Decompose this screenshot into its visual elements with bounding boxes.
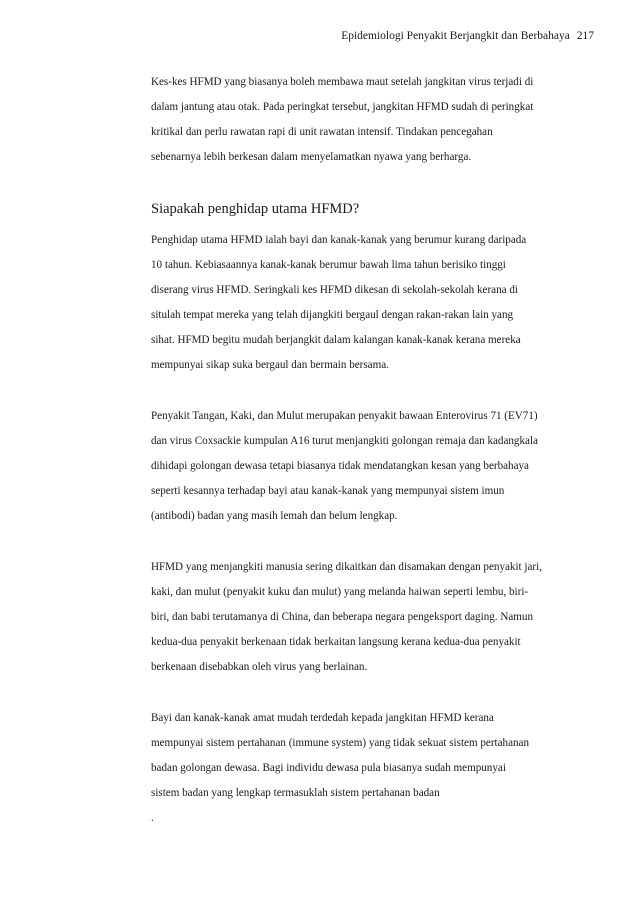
body-paragraph-3 [151, 555, 571, 680]
text-line: Bayi dan kanak-kanak amat mudah terdedah kepada jangkitan HFMD kerana [151, 712, 494, 724]
page-number: 217 [576, 30, 594, 42]
body-paragraph-2 [151, 404, 571, 529]
text-line: sihat. HFMD begitu mudah berjangkit dalam kalangan kanak-kanak kerana mereka [151, 334, 521, 346]
text-line: kritikal dan perlu rawatan rapi di unit rawatan intensif. Tindakan pencegahan [151, 126, 493, 138]
paragraph-spacer [151, 680, 571, 706]
text-line: (antibodi) badan yang masih lemah dan belum lengkap. [151, 510, 398, 522]
text-line: sistem badan yang lengkap termasuklah sistem pertahanan badan [151, 787, 440, 799]
section-heading: Siapakah penghidap utama HFMD? [151, 201, 360, 217]
text-line: 10 tahun. Kebiasaannya kanak-kanak berumur bawah lima tahun berisiko tinggi [151, 259, 506, 271]
text-line: HFMD yang menjangkiti manusia sering dikaitkan dan disamakan dengan penyakit jari, [151, 561, 542, 573]
body-paragraph-4 [151, 706, 571, 831]
text-line: badan golongan dewasa. Bagi individu dewasa pula biasanya sudah mempunyai [151, 762, 506, 774]
paragraph-spacer [151, 170, 571, 196]
text-line: sebenarnya lebih berkesan dalam menyelamatkan nyawa yang berharga. [151, 151, 472, 163]
text-line: diserang virus HFMD. Seringkali kes HFMD dikesan di sekolah-sekolah kerana di [151, 284, 518, 296]
text-line: seperti kesannya terhadap bayi atau kanak-kanak yang mempunyai sistem imun [151, 485, 505, 497]
running-title: Epidemiologi Penyakit Berjangkit dan Berbahaya [341, 30, 570, 42]
text-line: Penghidap utama HFMD ialah bayi dan kanak-kanak yang berumur kurang daripada [151, 234, 527, 246]
text-line: dihidapi golongan dewasa tetapi biasanya tidak mendatangkan kesan yang berbahaya [151, 460, 529, 472]
text-line: mempunyai sikap suka bergaul dan bermain bersama. [151, 359, 389, 371]
text-line: berkenaan disebabkan oleh virus yang berlainan. [151, 661, 368, 673]
intro-paragraph [151, 70, 571, 170]
body-paragraph-1 [151, 228, 571, 378]
text-line: kedua-dua penyakit berkenaan tidak berkaitan langsung kerana kedua-dua penyakit [151, 636, 521, 648]
text-line: dalam jantung atau otak. Pada peringkat tersebut, jangkitan HFMD sudah di peringkat [151, 101, 534, 113]
text-line: . [151, 812, 154, 824]
text-line: situlah tempat mereka yang telah dijangkiti bergaul dengan rakan-rakan lain yang [151, 309, 514, 321]
page-body [151, 70, 571, 831]
text-line: mempunyai sistem pertahanan (immune system) yang tidak sekuat sistem pertahanan [151, 737, 530, 749]
text-line: Penyakit Tangan, Kaki, dan Mulut merupakan penyakit bawaan Enterovirus 71 (EV71) [151, 410, 538, 422]
paragraph-spacer [151, 378, 571, 404]
text-line: biri, dan babi terutamanya di China, dan beberapa negara pengeksport daging. Namun [151, 611, 533, 623]
paragraph-spacer [151, 529, 571, 555]
running-header [341, 30, 594, 42]
text-line: Kes-kes HFMD yang biasanya boleh membawa maut setelah jangkitan virus terjadi di [151, 76, 534, 88]
text-line: dan virus Coxsackie kumpulan A16 turut menjangkiti golongan remaja dan kadangkala [151, 435, 538, 447]
text-line: kaki, dan mulut (penyakit kuku dan mulut) yang melanda haiwan seperti lembu, biri- [151, 586, 529, 598]
